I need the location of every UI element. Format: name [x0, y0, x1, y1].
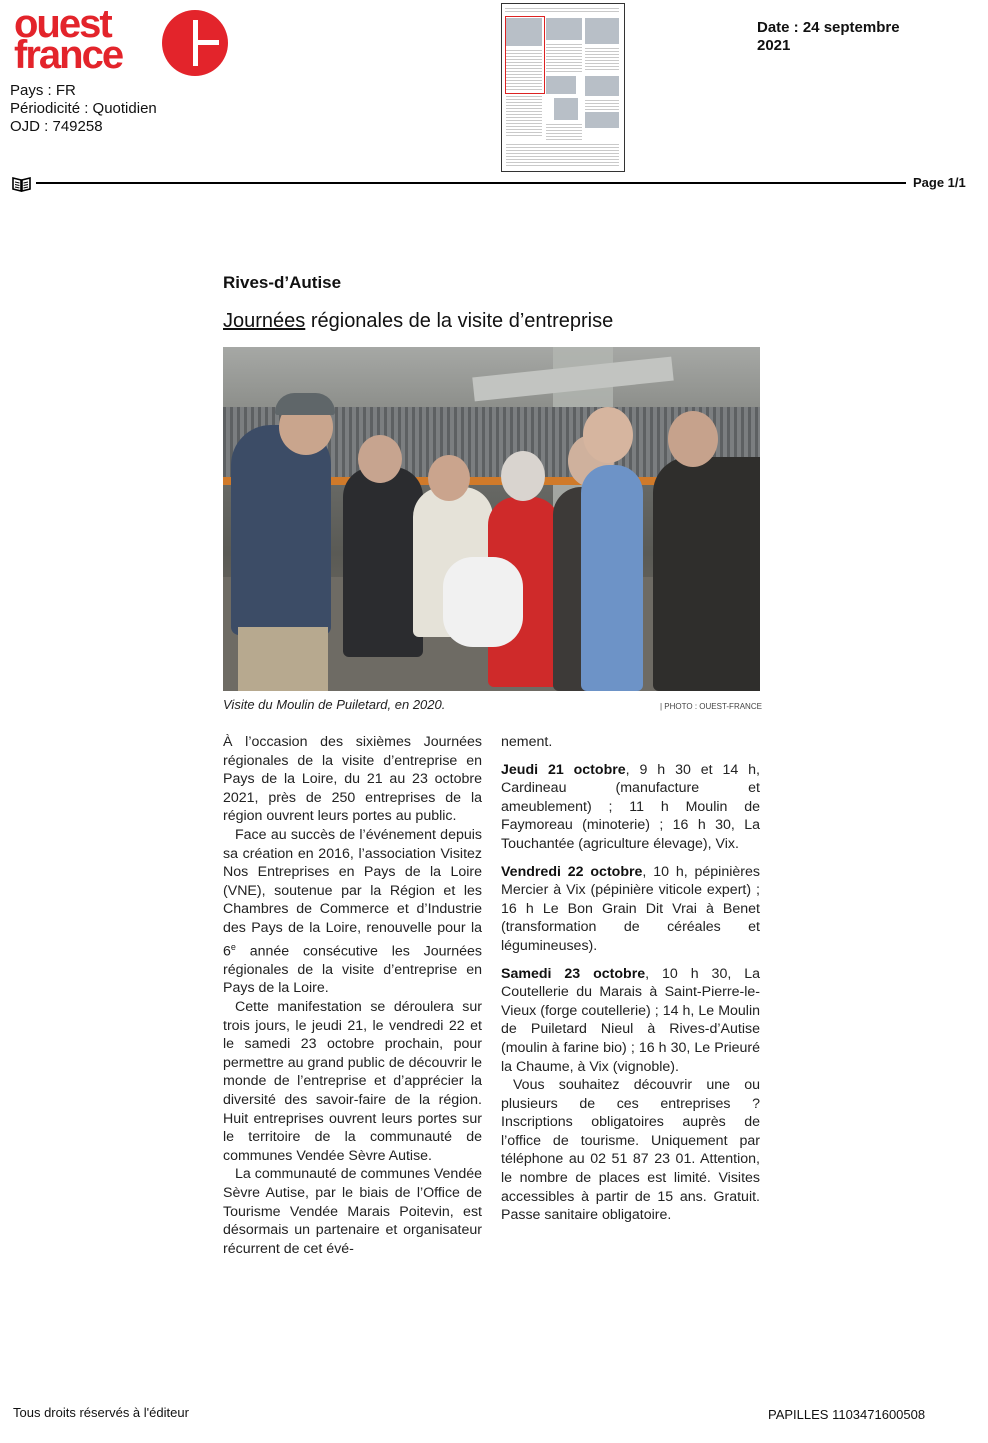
open-book-icon [12, 176, 31, 192]
paragraph-intro: À l’occasion des sixièmes Journées régionales de la visite d’entreprise en Pays de la Loire, du 21 au 23 octobre 2021, près de 250 entreprises de la région ouvrent leurs portes au public. [223, 734, 482, 825]
article-column-2 [501, 733, 760, 1225]
paragraph-event: Cette manifestation se déroulera sur trois jours, le jeudi 21, le vendredi 22 et le samedi 23 octobre prochain, pour permettre au grand public de découvrir le monde de l’entreprise et d’apprécier la diversité des savoir-faire de la région. Huit entreprises ouvrent leurs portes sur le territoire de la communauté de communes Vendée Sèvre Autise. [223, 999, 482, 1164]
ouest-france-logo [10, 2, 225, 78]
separator-line [36, 182, 906, 184]
country-label: Pays : FR [10, 82, 76, 99]
ojd-label: OJD : 749258 [10, 118, 103, 135]
headline-underlined-word: Journées [223, 310, 306, 332]
paragraph-continuation: nement. [501, 734, 553, 750]
page-number: Page 1/1 [913, 175, 966, 190]
article-photo [223, 347, 760, 691]
photo-caption: Visite du Moulin de Puiletard, en 2020. [223, 697, 446, 712]
logo-word-ouest: ouest [14, 2, 111, 46]
logo-disc-icon [162, 10, 228, 76]
paragraph-community: La communauté de communes Vendée Sèvre Autise, par le biais de l’Office de Tourisme Vendée Marais Poitevin, est désormais un partenaire et organisateur récurrent de cet évé- [223, 1166, 482, 1257]
article-location: Rives-d’Autise [223, 273, 342, 292]
logo-word-france: france [14, 33, 123, 77]
schedule-friday: Vendredi 22 octobre, 10 h, pépinières Mercier à Vix (pépinière viticole expert) ; 16 h Le Bon Grain Dit Vrai à Benet (transformation de céréales et légumineuses). [501, 863, 760, 954]
schedule-saturday: Samedi 23 octobre, 10 h 30, La Coutellerie du Marais à Saint-Pierre-le-Vieux (forge coutellerie) ; 14 h, Le Moulin de Puiletard Nieul à Rives-d’Autise (moulin à farine bio) ; 16 h 30, Le Prieuré la Chaume, à Vix (vignoble). [501, 965, 760, 1075]
headline-rest: régionales de la visite d’entreprise [305, 310, 614, 332]
schedule-thursday: Jeudi 21 octobre, 9 h 30 et 14 h, Cardineau (manufacture et ameublement) ; 11 h Moulin de Faymoreau (minoterie) ; 16 h 30, La Touchantée (agriculture élevage), Vix. [501, 761, 760, 852]
article-column-1 [223, 733, 482, 1258]
schedule-saturday-label: Samedi 23 octobre [501, 965, 646, 982]
footer-reference: PAPILLES 1103471600508 [768, 1407, 926, 1422]
article-highlight-box [505, 16, 545, 94]
periodicity-label: Périodicité : Quotidien [10, 100, 157, 117]
footer-rights: Tous droits réservés à l'éditeur [13, 1405, 189, 1420]
date-block [757, 19, 947, 55]
schedule-thursday-label: Jeudi 21 octobre [501, 761, 626, 778]
date-line-2: 2021 [757, 37, 791, 54]
date-line-1: Date : 24 septembre [757, 19, 900, 36]
page-thumbnail[interactable] [501, 3, 625, 172]
photo-credit: | PHOTO : OUEST-FRANCE [660, 702, 762, 711]
schedule-friday-label: Vendredi 22 octobre [501, 863, 643, 880]
paragraph-association: Face au succès de l’événement depuis sa création en 2016, l’association Visitez Nos Entreprises en Pays de la Loire (VNE), soutenue par la Région et les Chambres de Commerce et d’Industrie des Pays de la Loire, renouvelle pour la 6e année consécutive les Journées régionales de la visite d’entreprise en Pays de la Loire. [223, 826, 482, 997]
paragraph-registration: Vous souhaitez découvrir une ou plusieurs de ces entreprises ? Inscriptions obligatoires auprès de l’office de tourisme. Uniquement par téléphone au 02 51 87 23 01. Attention, le nombre de places est limité. Visites accessibles à partir de 15 ans. Gratuit. Passe sanitaire obligatoire. [501, 1077, 760, 1224]
article-headline [223, 310, 613, 333]
